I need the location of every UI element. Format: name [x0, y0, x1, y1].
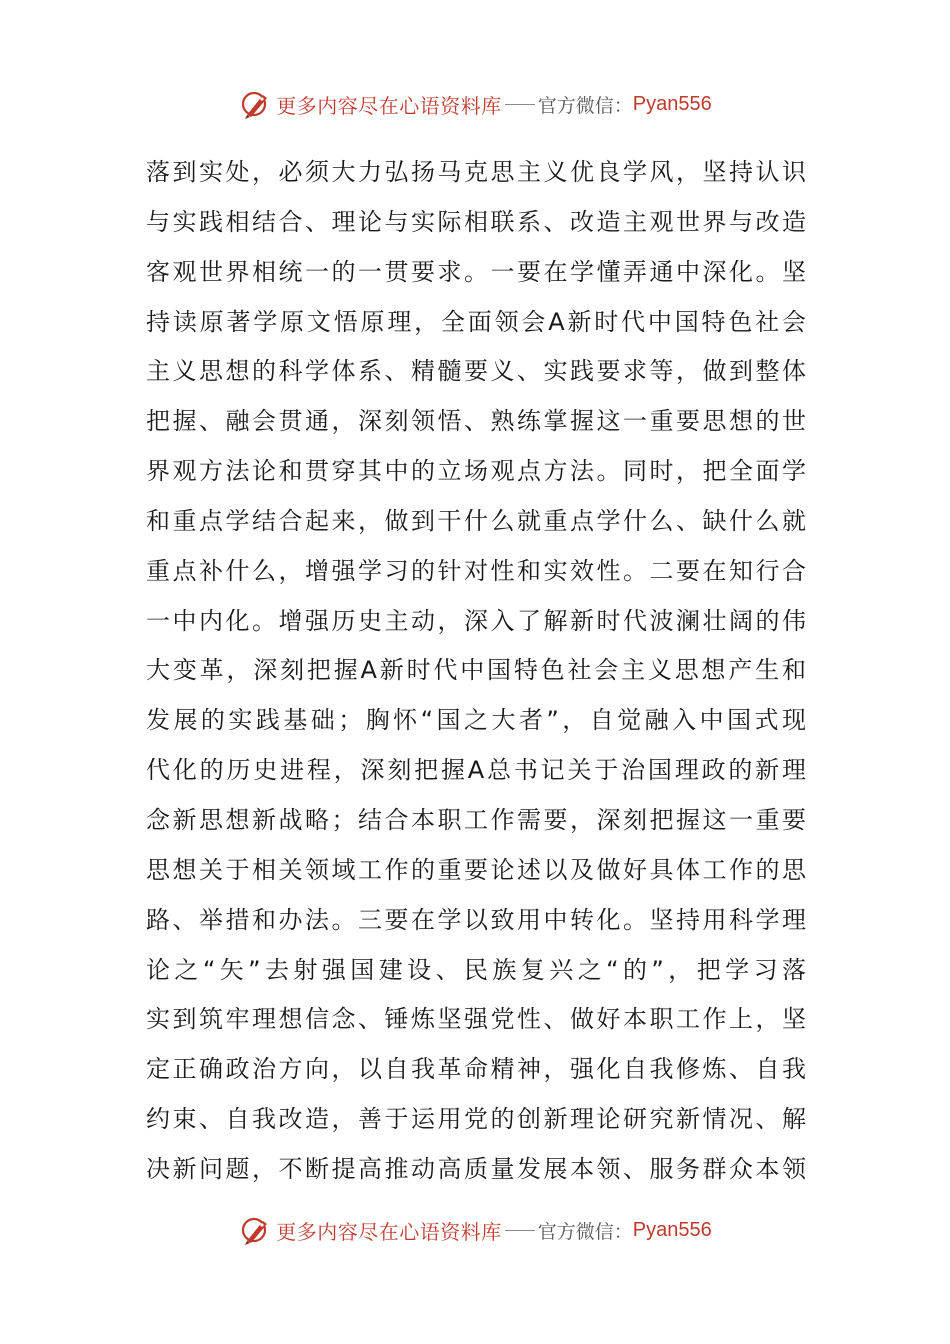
- banner-official-label: 官方微信：: [537, 1220, 633, 1243]
- body-line: 重点补什么，增强学习的针对性和实效性。二要在知行合: [146, 556, 806, 585]
- body-line: 客观世界相统一的一贯要求。一要在学懂弄通中深化。坚: [146, 257, 806, 286]
- body-line: 论之“矢”去射强国建设、民族复兴之“的”，把学习落: [146, 955, 806, 984]
- banner-wechat-id: Pyan556: [632, 92, 712, 115]
- pen-nib-logo-icon: [238, 1213, 272, 1247]
- body-line: 和重点学结合起来，做到干什么就重点学什么、缺什么就: [146, 506, 806, 535]
- body-line: 思想关于相关领域工作的重要论述以及做好具体工作的思: [146, 855, 806, 884]
- body-line: 一中内化。增强历史主动，深入了解新时代波澜壮阔的伟: [146, 606, 806, 635]
- banner-dash: [505, 104, 535, 105]
- banner-wechat-id: Pyan556: [632, 1218, 712, 1241]
- body-line: 落到实处，必须大力弘扬马克思主义优良学风，坚持认识: [146, 158, 806, 186]
- banner-brand-text: 更多内容尽在心语资料库: [276, 1219, 502, 1244]
- body-line: 路、举措和办法。三要在学以致用中转化。坚持用科学理: [146, 905, 806, 934]
- body-line: 定正确政治方向，以自我革命精神，强化自我修炼、自我: [146, 1055, 806, 1084]
- body-line: 把握、融会贯通，深刻领悟、熟练掌握这一重要思想的世: [146, 407, 806, 436]
- body-line: 约束、自我改造，善于运用党的创新理论研究新情况、解: [146, 1105, 806, 1134]
- body-line: 大变革，深刻把握A新时代中国特色社会主义思想产生和: [146, 656, 806, 685]
- body-line: 界观方法论和贯穿其中的立场观点方法。同时，把全面学: [146, 457, 806, 486]
- banner-official-label: 官方微信：: [537, 94, 633, 117]
- banner-brand-text: 更多内容尽在心语资料库: [276, 93, 502, 118]
- header-banner: [0, 84, 950, 124]
- body-line: 实到筑牢理想信念、锤炼坚强党性、做好本职工作上，坚: [146, 1005, 806, 1034]
- banner-dash: [505, 1230, 535, 1231]
- pen-nib-logo-icon: [238, 87, 272, 121]
- body-line: 主义思想的科学体系、精髓要义、实践要求等，做到整体: [146, 357, 806, 386]
- body-line: 持读原著学原文悟原理，全面领会A新时代中国特色社会: [146, 307, 806, 336]
- body-line: 念新思想新战略；结合本职工作需要，深刻把握这一重要: [146, 805, 806, 834]
- body-line: 发展的实践基础；胸怀“国之大者”，自觉融入中国式现: [146, 706, 806, 735]
- body-line: 代化的历史进程，深刻把握A总书记关于治国理政的新理: [146, 756, 806, 785]
- document-body: [146, 148, 806, 1195]
- footer-banner: [0, 1210, 950, 1250]
- body-line: 与实践相结合、理论与实际相联系、改造主观世界与改造: [146, 207, 806, 236]
- body-line: 决新问题，不断提高推动高质量发展本领、服务群众本领: [146, 1154, 806, 1183]
